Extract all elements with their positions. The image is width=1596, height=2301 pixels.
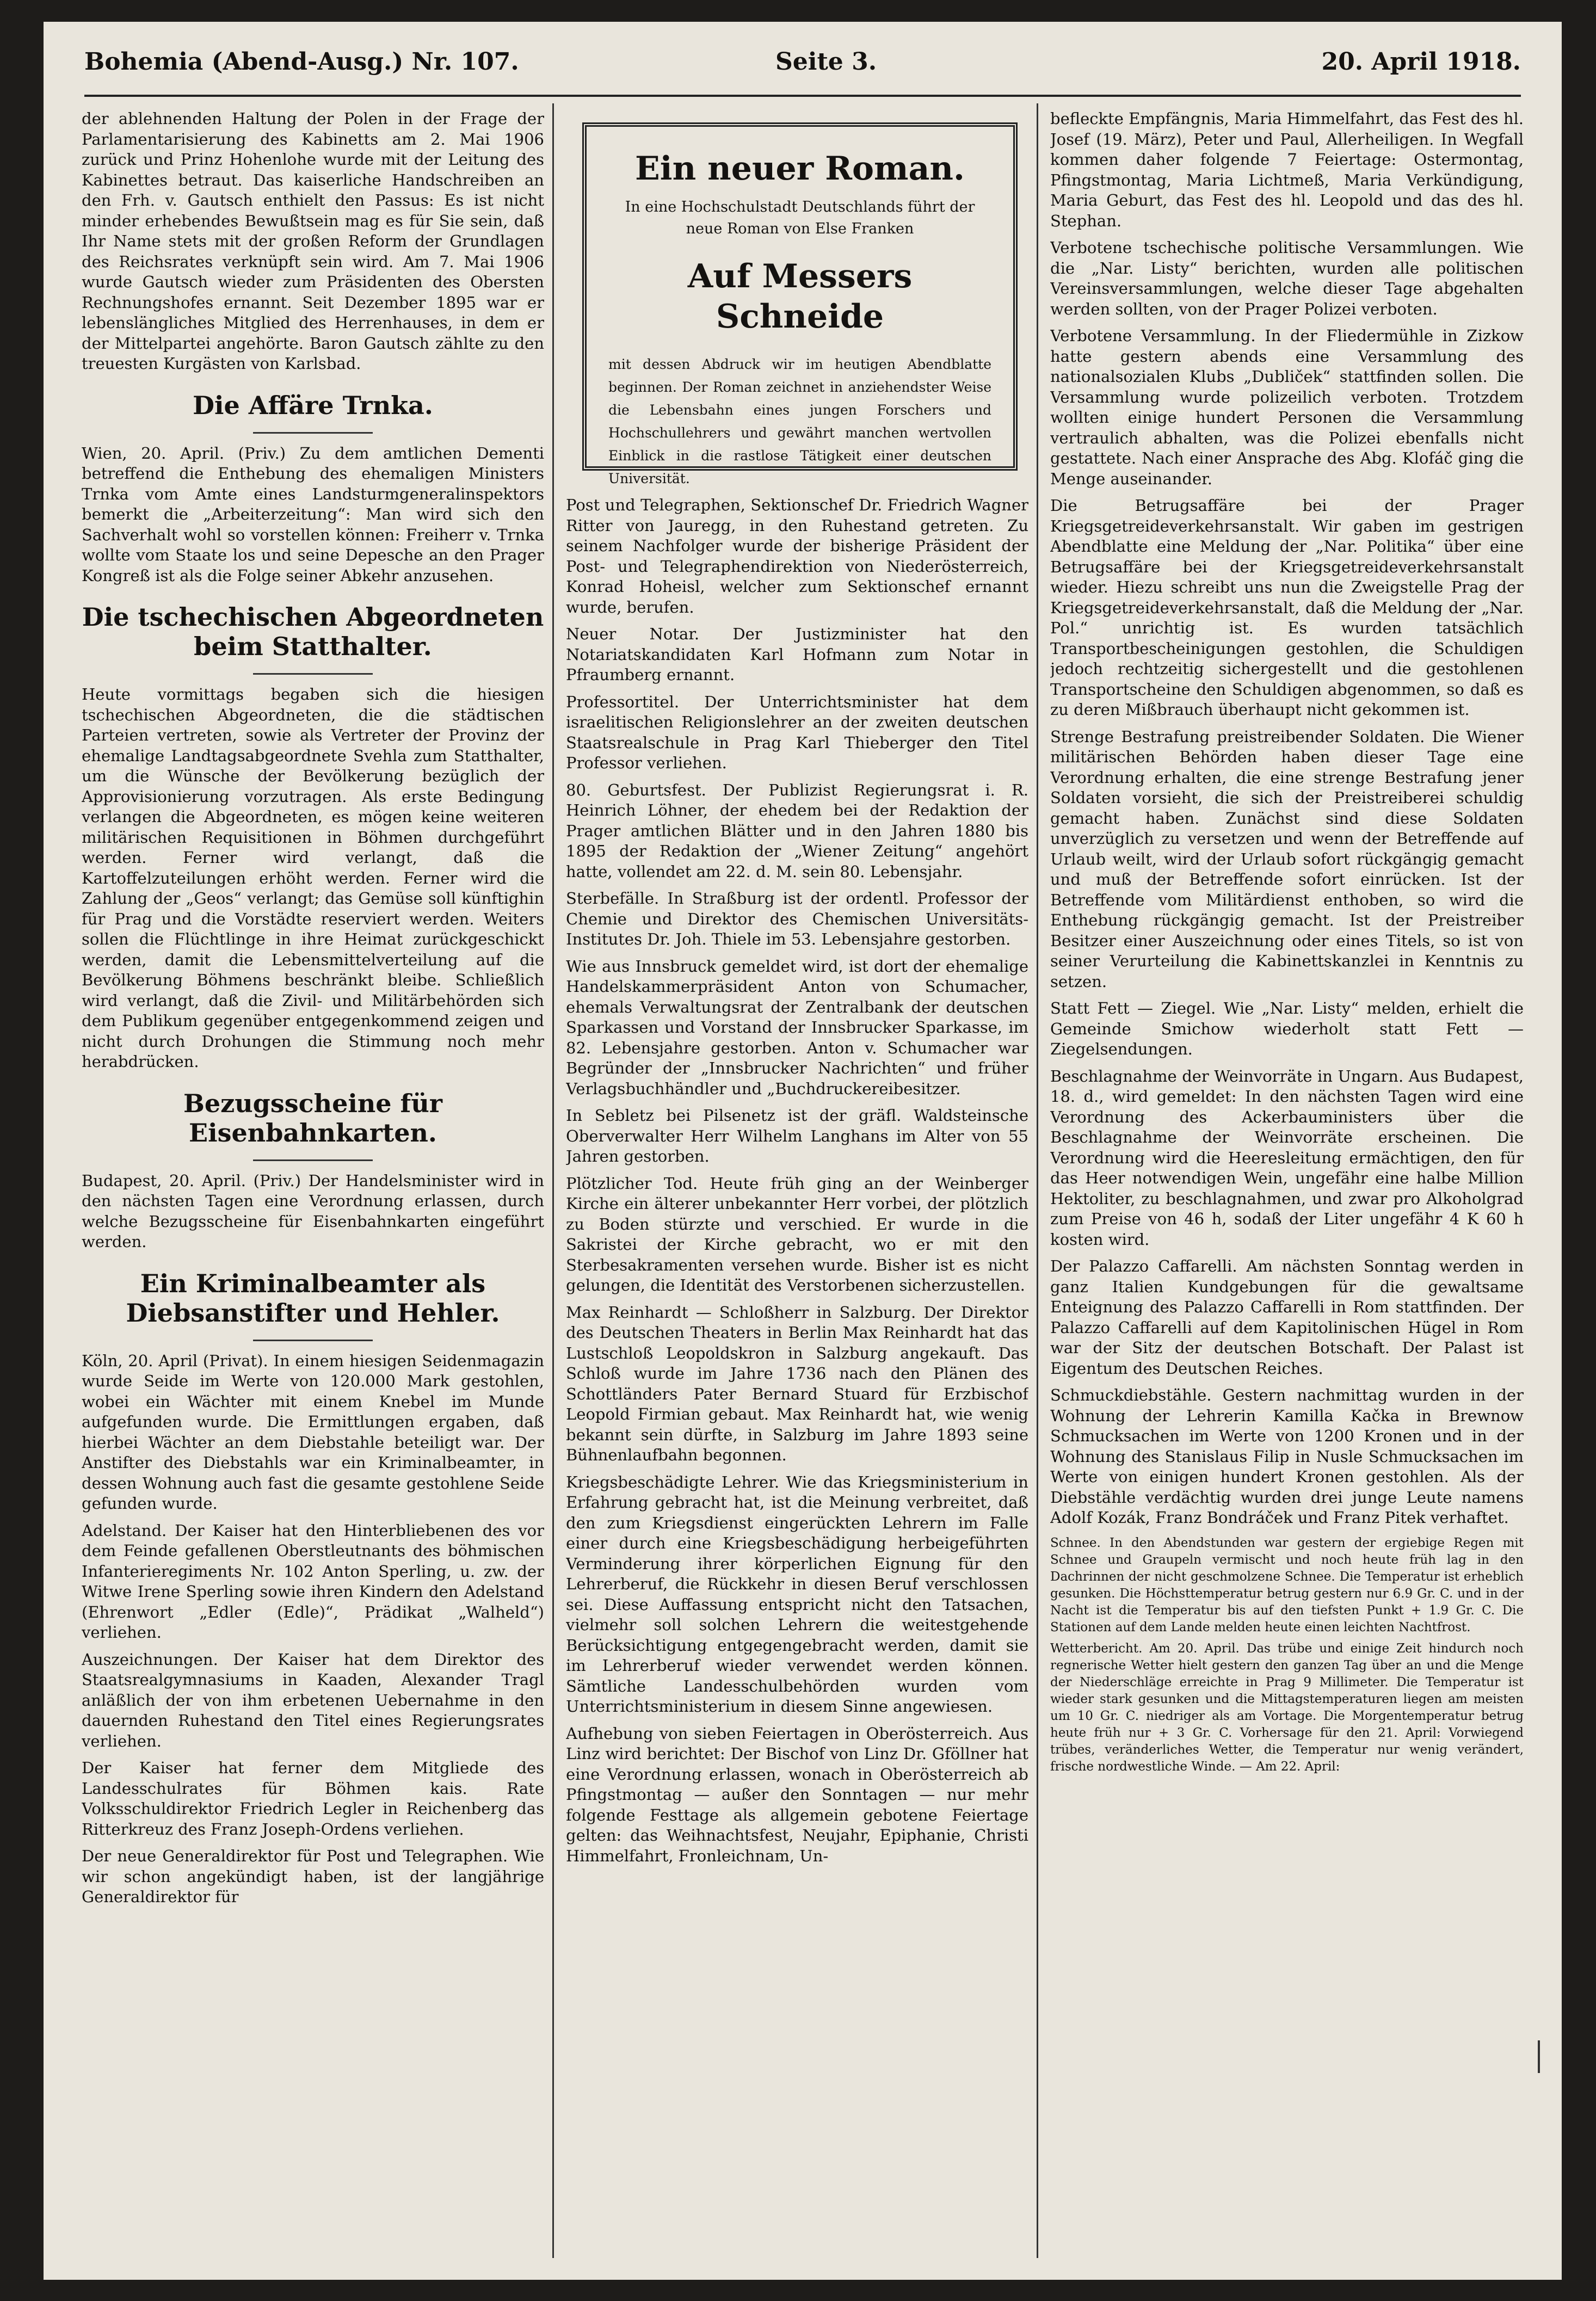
masthead-date: 20. April 1918. (1321, 48, 1521, 76)
column-left (82, 109, 544, 2263)
article-trnka: Wien, 20. April. (Priv.) Zu dem amtlichen Dementi betreffend die Enthebung des ehemaligen Ministers Trnka vom Amte eines Landsturmgeneralinspektors bemerkt die „Arbeiterzeitung“: Man wird sich den Sachverhalt wohl so vorstellen können: Freiherr v. Trnka wollte vom Staate los und seine Depesche an den Prager Kongreß ist als die Folge seiner Abkehr anzusehen. (82, 443, 544, 585)
article-auszeichnungen: Auszeichnungen. Der Kaiser hat dem Direktor des Staatsrealgymnasiums in Kaaden, Alexander Tragl anläßlich der von ihm erbetenen Uebernahme in den dauernden Ruhestand den Titel eines Regierungsrates verliehen. (82, 1650, 544, 1750)
article-feiertage: Aufhebung von sieben Feiertagen in Oberösterreich. Aus Linz wird berichtet: Der Bischof von Linz Dr. Gföllner hat eine Verordnung erlassen, wonach in Oberösterreich ab Pfingstmontag — außer den Sonntagen — nur mehr folgende Festtage als allgemein gebotene Feiertage gelten: das Weihnachtsfest, Neujahr, Epiphanie, Christi Himmelfahrt, Fronleichnam, Un- (566, 1724, 1028, 1865)
article-schumacher: Wie aus Innsbruck gemeldet wird, ist dort der ehemalige Handelskammerpräsident Anton von Schumacher, ehemals Verwaltungsrat der Zentralbank der deutschen Sparkassen und Vorstand der Innsbrucker Sparkasse, im 82. Lebensjahre gestorben. Anton v. Schumacher war Begründer der „Innsbrucker Nachrichten“ und früher Verlagsbuchhändler und „Buchdruckereibesitzer. (566, 957, 1028, 1098)
article-schmuckdiebstaehle: Schmuckdiebstähle. Gestern nachmittag wurden in der Wohnung der Lehrerin Kamilla Kačka in Brewnow Schmucksachen im Werte von 1200 Kronen und in der Wohnung des Stanislaus Filip in Nusle Schmucksachen im Werte von einigen hundert Kronen gestohlen. Als der Diebstähle verdächtig wurden drei junge Leute namens Adolf Kozák, Franz Bondráček und Franz Pitek verhaftet. (1050, 1386, 1524, 1527)
headline-bezugsscheine: Bezugsscheine für Eisenbahnkarten. (183, 1088, 443, 1148)
masthead (84, 45, 1521, 97)
article-gautsch-end: der ablehnenden Haltung der Polen in der Frage der Parlamentarisierung des Kabinetts am 2. Mai 1906 zurück und Prinz Hohenlohe wurde mit der Leitung des Kabinettes betraut. Das kaiserliche Handschreiben an den Frh. v. Gautsch enthielt den Passus: Es ist nicht minder erhebendes Bewußtsein mag es für Sie sein, daß Ihr Name stets mit der großen Reform der Grundlagen des Reichsrates verknüpft sein wird. Am 7. Mai 1906 wurde Gautsch wieder zum Präsidenten des Obersten Rechnungshofes ernannt. Seit Dezember 1895 war er lebenslängliches Mitglied des Herrenhauses, in dem er der Mittelpartei angehörte. Baron Gautsch zählte zu den treuesten Kurgästen von Karlsbad. (82, 109, 544, 373)
column-middle (566, 495, 1028, 2263)
headline-trnka: Die Affäre Trnka. (193, 390, 433, 420)
article-reinhardt: Max Reinhardt — Schloßherr in Salzburg. Der Direktor des Deutschen Theaters in Berlin Max Reinhardt hat das Lustschloß Leopoldskron in Salzburg angekauft. Das Schloß wurde im Jahre 1736 nach den Plänen des Schottländers Pater Bernard Stuard für Erzbischof Leopold Firmian gebaut. Max Reinhardt hat, wie wenig bekannt sein dürfte, in Salzburg im Jahre 1893 seine Bühnenlaufbahn begonnen. (566, 1303, 1028, 1464)
newspaper-page (44, 22, 1562, 2280)
article-palazzo: Der Palazzo Caffarelli. Am nächsten Sonntag werden in ganz Italien Kundgebungen für die gewaltsame Enteignung des Palazzo Caffarelli in Rom stattfinden. Der Palazzo Caffarelli auf dem Kapitolinischen Hügel in Rom war der Sitz der deutschen Botschaft. Der Palast ist Eigentum des Deutschen Reiches. (1050, 1257, 1524, 1378)
divider (253, 673, 373, 675)
article-bezugsscheine: Budapest, 20. April. (Priv.) Der Handelsminister wird in den nächsten Tagen eine Verordnung erlassen, durch welche Bezugsscheine für Eisenbahnkarten eingeführt werden. (82, 1171, 544, 1251)
divider (253, 432, 373, 434)
column-divider (1037, 103, 1038, 2258)
headline-kriminalbeamter: Ein Kriminalbeamter als Diebsanstifter und Hehler. (126, 1268, 500, 1328)
article-fliedermuehle: Verbotene Versammlung. In der Fliedermühle in Zizkow hatte gestern abends eine Versammlung des nationalsozialen Klubs „Dubliček“ stattfinden sollen. Die Versammlung wurde polizeilich verboten. Trotzdem wollten einige hundert Personen die Versammlung vertraulich abhalten, was die Polizei ebenfalls nicht gestattete. Nach einer Ansprache des Abg. Klofáč ging die Menge auseinander. (1050, 326, 1524, 488)
article-kriminalbeamter: Köln, 20. April (Privat). In einem hiesigen Seidenmagazin wurde Seide im Werte von 120.000 Mark gestohlen, wobei ein Wächter mit einem Knebel im Munde aufgefunden wurde. Die Ermittlungen ergaben, daß hierbei Wächter an dem Diebstahle beteiligt war. Der Anstifter des Diebstahls war ein Kriminalbeamter, in dessen Wohnung auch fast die gesamte gestohlene Seide gefunden wurde. (82, 1351, 544, 1513)
article-abgeordnete: Heute vormittags begaben sich die hiesigen tschechischen Abgeordneten, die die städtischen Parteien vertreten, sowie als Vertreter der Provinz der ehemalige Landtagsabgeordnete Svehla zum Statthalter, um die Wünsche der Bevölkerung bezüglich der Approvisionierung vorzutragen. Als erste Bedingung verlangen die Abgeordneten, es mögen keine weiteren militärischen Requisitionen in Böhmen durchgeführt werden. Ferner wird verlangt, daß die Kartoffelzuteilungen erhöht werden. Ferner wird die Zahlung der „Geos“ verlangt; das Gemüse soll künftighin für Prag und die Vorstädte reserviert werden. Weiters sollen die Flüchtlinge in ihre Heimat zurückgeschickt werden, damit die Lebensmittelverteilung auf die Bevölkerung Böhmens beschränkt bleibe. Schließlich wird verlangt, daß die Zivil- und Militärbehörden sich dem Publikum gegenüber entgegenkommend zeigen und nicht durch Drohungen die Stimmung noch mehr herabdrücken. (82, 685, 544, 1071)
article-generaldirektor: Der neue Generaldirektor für Post und Telegraphen. Wie wir schon angekündigt haben, ist der langjährige Generaldirektor für (82, 1847, 544, 1906)
article-sterbefaelle: Sterbefälle. In Straßburg ist der ordentl. Professor der Chemie und Direktor des Chemischen Universitäts-Institutes Dr. Joh. Thiele im 53. Lebensjahre gestorben. (566, 889, 1028, 948)
article-soldaten: Strenge Bestrafung preistreibender Soldaten. Die Wiener militärischen Behörden haben dieser Tage eine Verordnung erhalten, die eine strenge Bestrafung jener Soldaten vorsieht, die sich der Preistreiberei schuldig gemacht haben. Zunächst sind diese Soldaten unverzüglich zu versetzen und wenn der Betreffende auf Urlaub weilt, wird der Urlaub sofort rückgängig gemacht und muß der Betreffende sofort einrücken. Ist der Betreffende vom Militärdienst enthoben, so wird die Enthebung rückgängig gemacht. Ist der Preistreiber Besitzer einer Auszeichnung oder eines Titels, so ist von seiner Verurteilung die Kabinettskanzlei in Kenntnis zu setzen. (1050, 727, 1524, 991)
headline-abgeordnete: Die tschechischen Abgeordneten beim Statthalter. (82, 602, 544, 661)
novel-announcement-box (582, 122, 1018, 486)
novel-title: Auf Messers Schneide (687, 257, 913, 336)
article-geburtsfest: 80. Geburtsfest. Der Publizist Regierungsrat i. R. Heinrich Löhner, der ehedem bei der Redaktion der Prager amtlichen Blätter und in den Jahren 1880 bis 1895 der Redaktion der „Wiener Zeitung“ angehört hatte, vollendet am 22. d. M. sein 80. Lebensjahr. (566, 780, 1028, 881)
article-legler: Der Kaiser hat ferner dem Mitgliede des Landesschulrates für Böhmen kais. Rate Volksschuldirektor Friedrich Legler in Reichenberg das Ritterkreuz des Franz Joseph-Ordens verliehen. (82, 1759, 544, 1839)
article-notar: Neuer Notar. Der Justizminister hat den Notariatskandidaten Karl Hofmann zum Notar in Pfraumberg ernannt. (566, 625, 1028, 684)
novel-announcement-description: mit dessen Abdruck wir im heutigen Abendblatte beginnen. Der Roman zeichnet in anziehendster Weise die Lebensbahn eines jungen Forschers und Hochschullehrers und gewährt manchen wertvollen Einblick in die rastlose Tätigkeit einer deutschen Universität. (608, 356, 991, 486)
novel-announcement-title: Ein neuer Roman. (635, 150, 965, 188)
column-right (1050, 109, 1524, 2263)
masthead-page-number: Seite 3. (775, 48, 877, 76)
article-weinvorraete: Beschlagnahme der Weinvorräte in Ungarn. Aus Budapest, 18. d., wird gemeldet: In den nächsten Tagen wird eine Verordnung des Ackerbauministers über die Beschlagnahme der Weinvorräte erscheinen. Die Verordnung wird die Heeresleitung ermächtigen, den für das Heer notwendigen Wein, ungefähr eine halbe Million Hektoliter, zu beschlagnahmen, und zwar pro Alkoholgrad zum Preise von 46 h, sodaß der Liter ungefähr 4 K 60 h kosten wird. (1050, 1066, 1524, 1249)
article-schnee: Schnee. In den Abendstunden war gestern der ergiebige Regen mit Schnee und Graupeln vermischt und noch heute früh lag in den Dachrinnen der nicht geschmolzene Schnee. Die Temperatur ist erheblich gesunken. Die Höchsttemperatur betrug gestern nur 6.9 Gr. C. und in der Nacht ist die Temperatur bis auf den tiefsten Punkt + 1.9 Gr. C. Die Stationen auf dem Lande melden heute einen leichten Nachtfrost. (1050, 1535, 1524, 1634)
article-professortitel: Professortitel. Der Unterrichtsminister hat dem israelitischen Religionslehrer an der zweiten deutschen Staatsrealschule in Prag Karl Thieberger den Titel Professor verliehen. (566, 692, 1028, 772)
article-langhans: In Sebletz bei Pilsenetz ist der gräfl. Waldsteinsche Oberverwalter Herr Wilhelm Langhans im Alter von 55 Jahren gestorben. (566, 1106, 1028, 1165)
column-divider (552, 103, 554, 2258)
divider (253, 1159, 373, 1161)
article-fett-ziegel: Statt Fett — Ziegel. Wie „Nar. Listy“ melden, erhielt die Gemeinde Smichow wiederholt statt Fett — Ziegelsendungen. (1050, 999, 1524, 1058)
novel-announcement-intro: In eine Hochschulstadt Deutschlands führt der neue Roman von Else Franken (625, 199, 975, 237)
article-lehrer: Kriegsbeschädigte Lehrer. Wie das Kriegsministerium in Erfahrung gebracht hat, ist die Meinung verbreitet, daß den zum Kriegsdienst eingerückten Lehrern im Falle einer durch eine Kriegsbeschädigung herbeigeführten Verminderung ihrer körperlichen Eignung für den Lehrerberuf, die Rückkehr in diesen Beruf verschlossen sei. Diese Auffassung entspricht nicht den Tatsachen, vielmehr soll solchen Lehrern die weitestgehende Berücksichtigung entgegengebracht werden, damit sie im Lehrerberuf wieder verwendet werden können. Sämtliche Landesschulbehörden wurden vom Unterrichtsministerium in diesem Sinne angewiesen. (566, 1472, 1028, 1716)
divider (253, 1340, 373, 1341)
article-post-telegraphen: Post und Telegraphen, Sektionschef Dr. Friedrich Wagner Ritter von Jauregg, in den Ruhestand getreten. Zu seinem Nachfolger wurde der bisherige Präsident der Post- und Telegraphendirektion von Niederösterreich, Konrad Hoheisl, welcher zum Sektionschef ernannt wurde, berufen. (566, 496, 1028, 616)
page-mark (1538, 2040, 1540, 2073)
masthead-issue: Bohemia (Abend-Ausg.) Nr. 107. (84, 48, 519, 76)
article-wetterbericht: Wetterbericht. Am 20. April. Das trübe und einige Zeit hindurch noch regnerische Wetter hielt gestern den ganzen Tag über an und die Menge der Niederschläge erreichte in Prag 9 Millimeter. Die Temperatur ist wieder stark gesunken und die Mittagstemperaturen liegen am meisten um 10 Gr. C. niedriger als am Vortage. Die Morgentemperatur betrug heute früh nur + 3 Gr. C. Vorhersage für den 21. April: Vorwiegend trübes, veränderliches Wetter, die Temperatur nur wenig verändert, frische nordwestliche Winde. — Am 22. April: (1050, 1641, 1524, 1774)
article-betrugsaffaere: Die Betrugsaffäre bei der Prager Kriegsgetreideverkehrsanstalt. Wir gaben im gestrigen Abendblatte eine Meldung der „Nar. Politika“ über eine Betrugsaffäre bei der Kriegsgetreideverkehrsanstalt wieder. Hiezu schreibt uns nun die Zweigstelle Prag der Kriegsgetreideverkehrsanstalt, daß die Meldung der „Nar. Pol.“ unrichtig ist. Es wurden tatsächlich Transportbescheinigungen gestohlen, die Schuldigen jedoch rechtzeitig sichergestellt und die gestohlenen Transportscheine den Schuldigen abgenommen, so daß es zu deren Mißbrauch überhaupt nicht gekommen ist. (1050, 496, 1524, 719)
article-ploetzlicher-tod: Plötzlicher Tod. Heute früh ging an der Weinberger Kirche ein älterer unbekannter Herr vorbei, der plötzlich zu Boden stürzte und verschied. Er wurde in die Sakristei der Kirche gebracht, wo er mit den Sterbesakramenten versehen wurde. Bisher ist es nicht gelungen, die Identität des Verstorbenen sicherzustellen. (566, 1174, 1028, 1294)
article-feiertage-cont: befleckte Empfängnis, Maria Himmelfahrt, das Fest des hl. Josef (19. März), Peter und Paul, Allerheiligen. In Wegfall kommen daher folgende 7 Feiertage: Ostermontag, Pfingstmontag, Maria Lichtmeß, Maria Verkündigung, Maria Geburt, das Fest des hl. Leopold und das des hl. Stephan. (1050, 109, 1524, 230)
article-adelstand: Adelstand. Der Kaiser hat den Hinterbliebenen des vor dem Feinde gefallenen Oberstleutnants des böhmischen Infanterieregiments Nr. 102 Anton Sperling, u. zw. der Witwe Irene Sperling sowie ihren Kindern den Adelstand (Ehrenwort „Edler (Edle)“, Prädikat „Walheld“) verliehen. (82, 1521, 544, 1642)
article-versammlungen: Verbotene tschechische politische Versammlungen. Wie die „Nar. Listy“ berichten, wurden alle politischen Vereinsversammlungen, welche dieser Tage abgehalten werden sollten, von der Prager Polizei verboten. (1050, 238, 1524, 318)
